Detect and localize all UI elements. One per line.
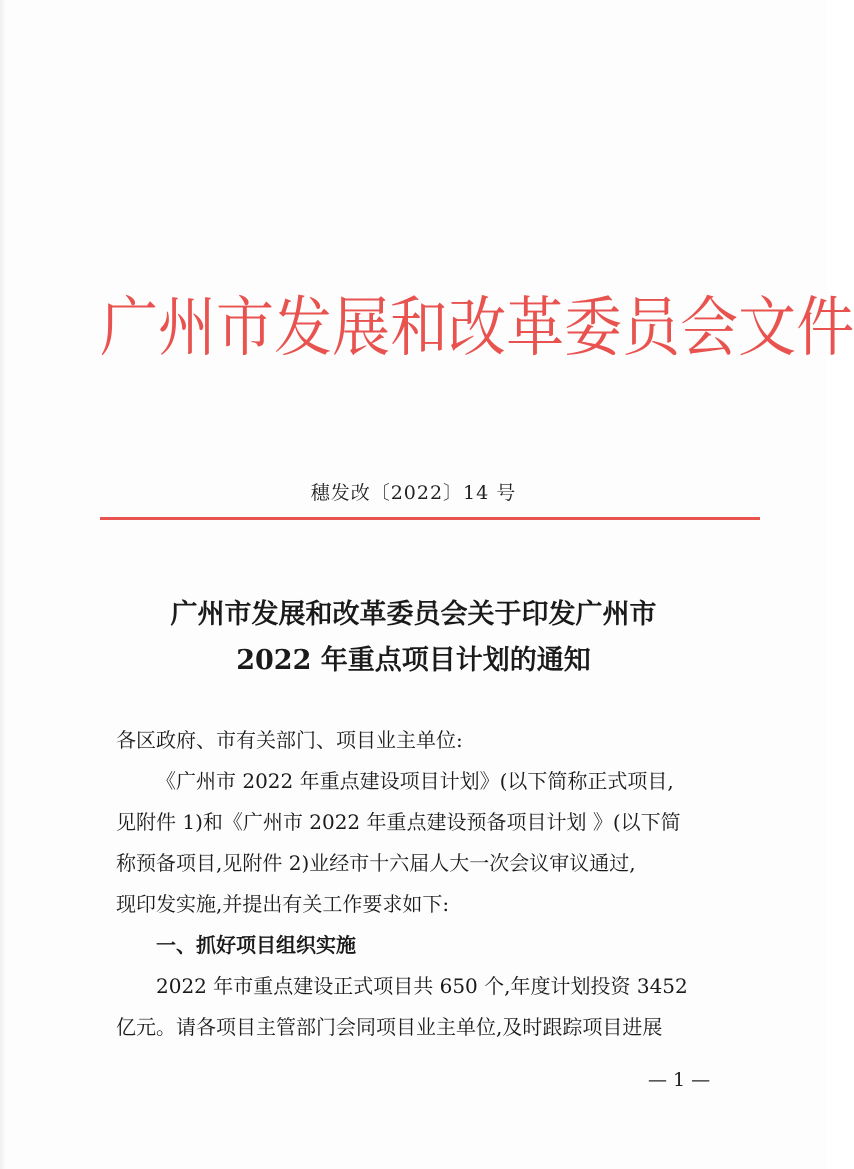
masthead-char: 发	[274, 288, 333, 366]
red-separator-line	[100, 517, 760, 520]
document-masthead	[100, 277, 854, 378]
masthead-char: 广	[100, 288, 159, 366]
page-number: — 1 —	[648, 1069, 711, 1091]
masthead-char: 展	[332, 288, 391, 366]
masthead-char: 委	[564, 288, 623, 366]
masthead-char: 市	[216, 288, 275, 366]
section-heading: 一、抓好项目组织实施	[156, 933, 356, 957]
masthead-char: 革	[506, 288, 565, 366]
document-number: 穗发改〔2022〕14 号	[310, 482, 517, 504]
masthead-char: 会	[680, 288, 739, 366]
title-line: 广州市发展和改革委员会关于印发广州市	[170, 599, 657, 630]
paragraph-line: 亿元。请各项目主管部门会同项目业主单位,及时跟踪项目进展	[116, 1015, 663, 1039]
document-body	[116, 720, 736, 1048]
masthead-char: 文	[738, 288, 797, 366]
masthead-char: 件	[796, 288, 854, 366]
paragraph-line: 2022 年市重点建设正式项目共 650 个,年度计划投资 3452	[156, 974, 688, 998]
masthead-char: 州	[158, 288, 217, 366]
paragraph-line: 见附件 1)和《广州市 2022 年重点建设预备项目计划 》(以下简	[116, 810, 681, 834]
masthead-char: 改	[448, 288, 507, 366]
paragraph-line: 《广州市 2022 年重点建设项目计划》(以下简称正式项目,	[156, 769, 674, 793]
masthead-char: 和	[390, 288, 449, 366]
title-line: 2022 年重点项目计划的通知	[236, 645, 591, 676]
paragraph-line: 现印发实施,并提出有关工作要求如下:	[116, 892, 450, 916]
masthead-char: 员	[622, 288, 681, 366]
salutation: 各区政府、市有关部门、项目业主单位:	[116, 728, 463, 752]
scan-edge-shadow	[0, 0, 6, 1169]
paragraph-line: 称预备项目,见附件 2)业经市十六届人大一次会议审议通过,	[116, 851, 636, 875]
document-title	[0, 592, 827, 684]
